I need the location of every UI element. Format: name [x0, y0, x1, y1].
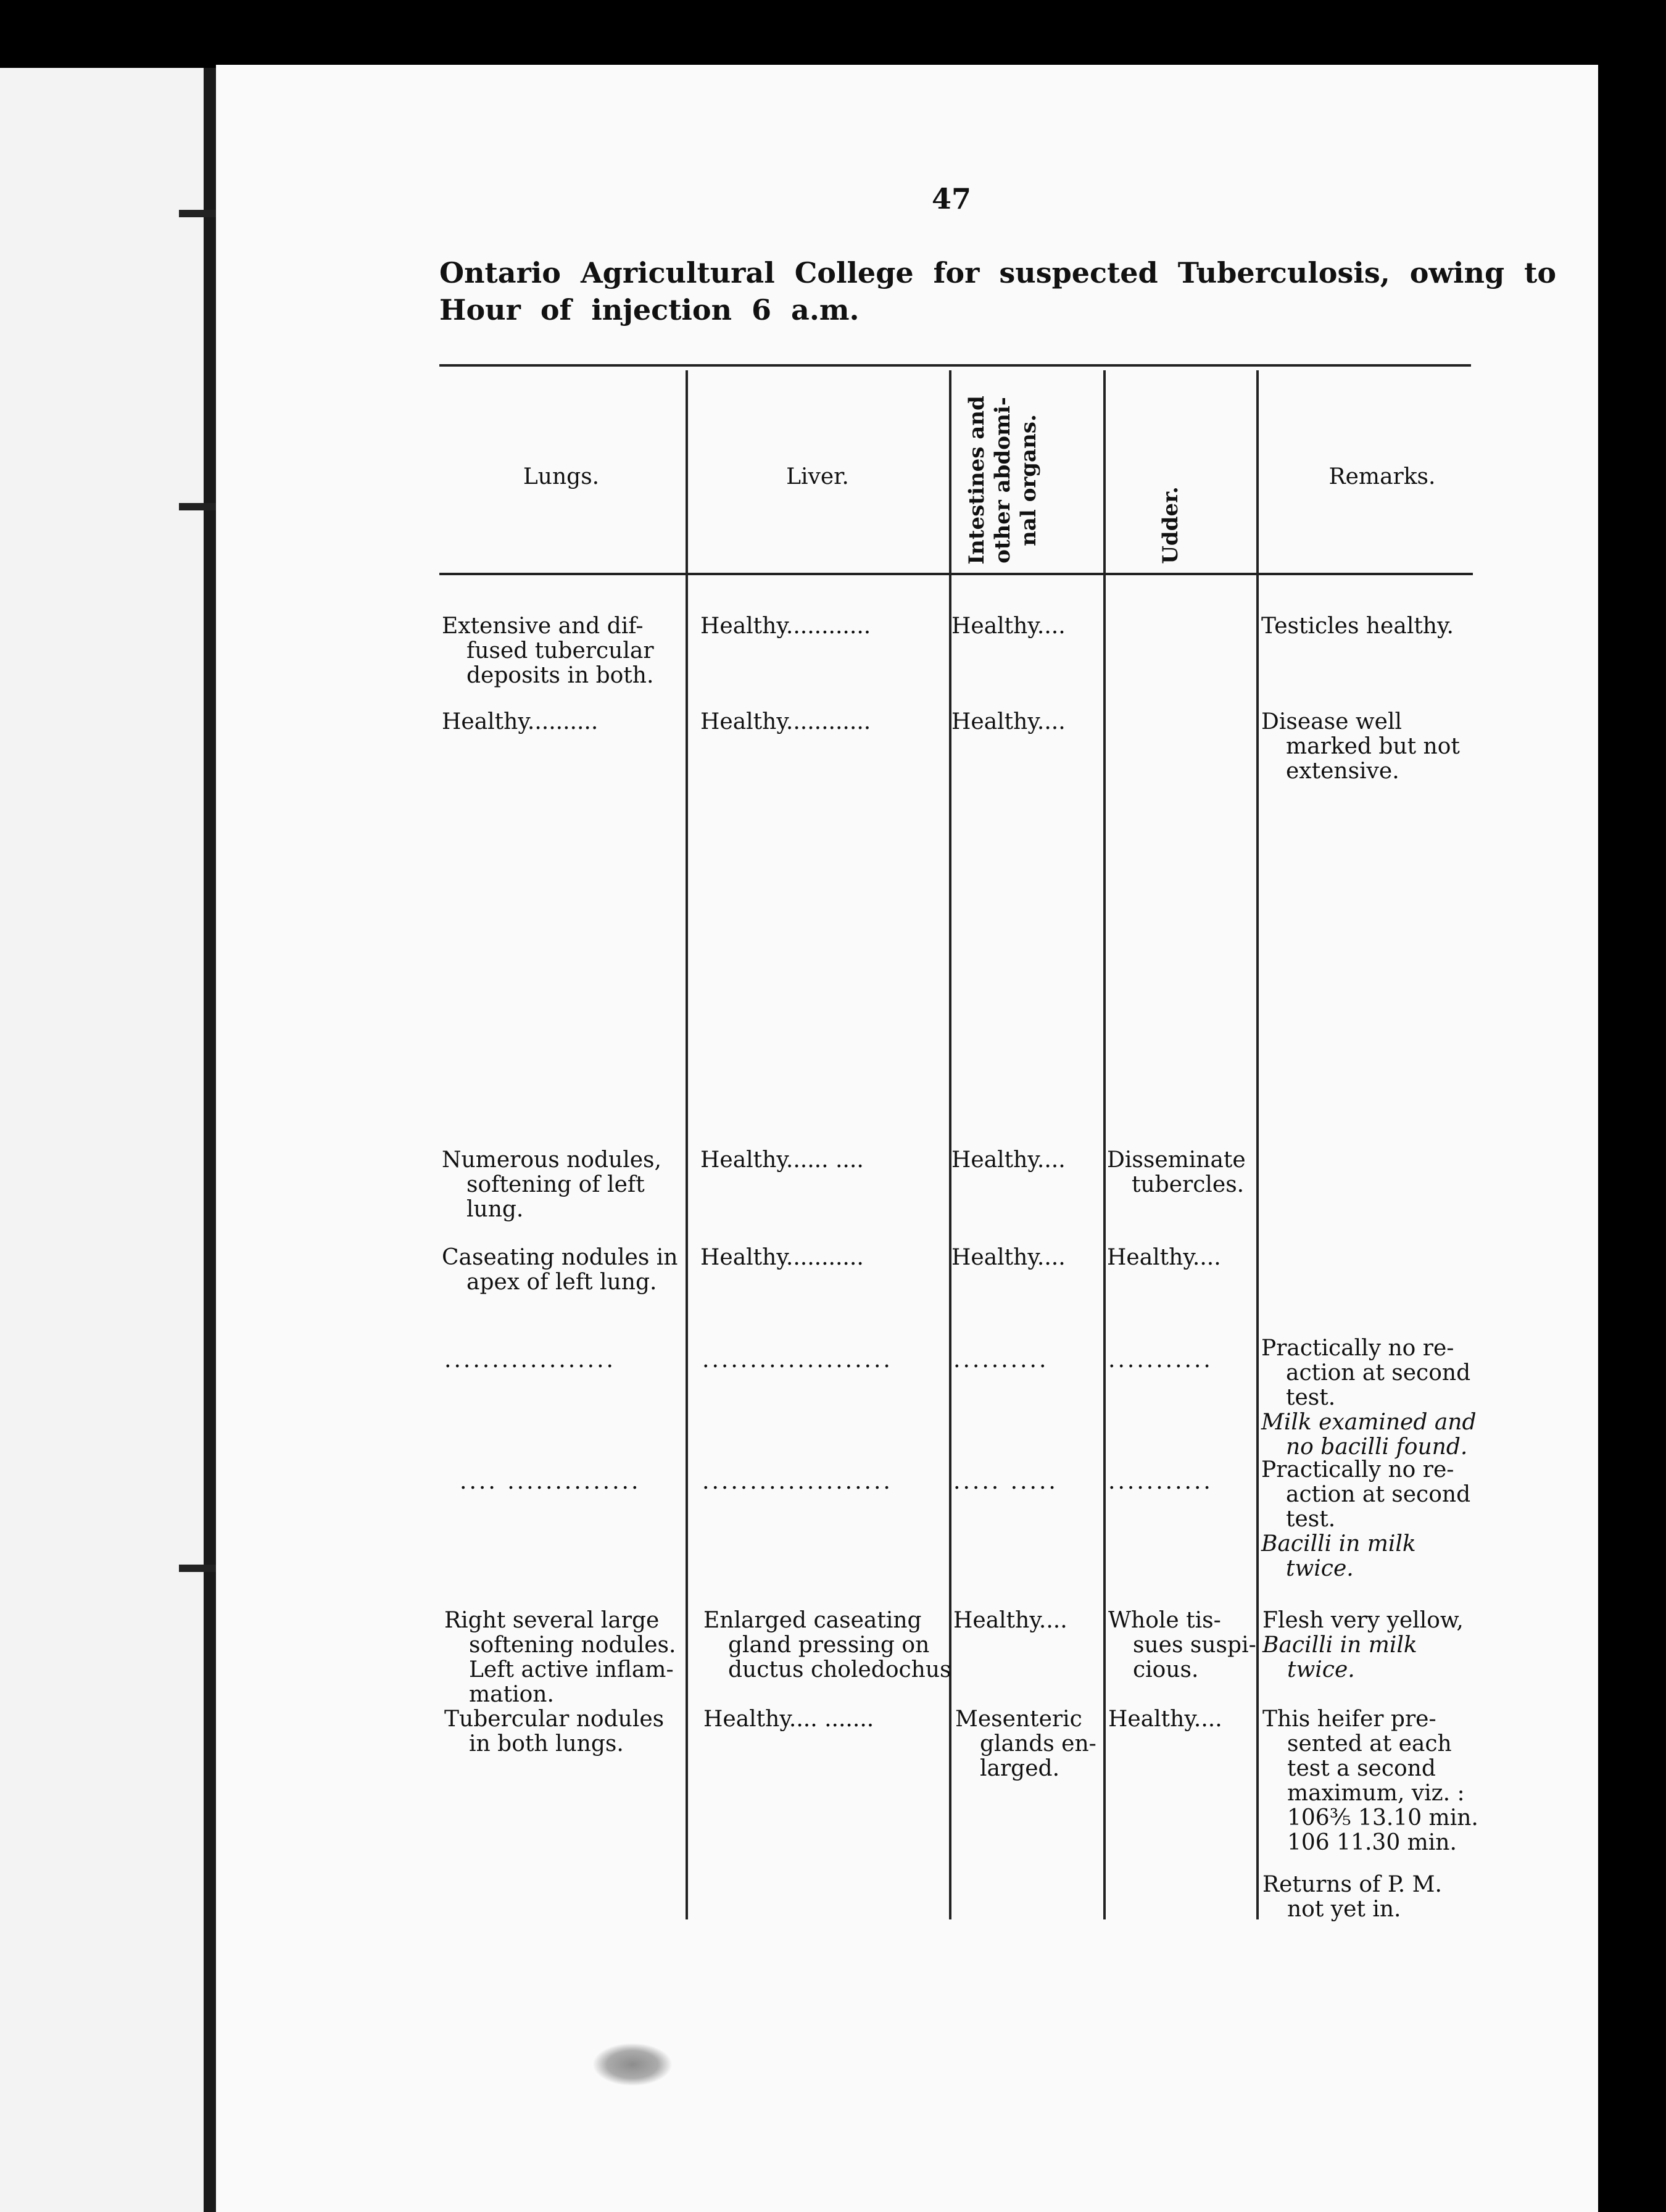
table-row-7-intestines: Healthy....	[953, 1608, 1067, 1633]
facing-page-edge	[0, 68, 204, 2212]
table-row-8-lungs: Tubercular nodules in both lungs.	[444, 1707, 665, 1757]
table-row-5-remarks: Practically no re- action at second test.	[1261, 1336, 1471, 1410]
table-row-7-remarks: Flesh very yellow,	[1262, 1608, 1464, 1633]
table-row-7-udder: Whole tis- sues suspi- cious.	[1108, 1608, 1256, 1682]
table-row-3-liver: Healthy...... ....	[700, 1147, 864, 1173]
table-row-8-udder: Healthy....	[1108, 1707, 1222, 1732]
column-header-udder: Udder.	[1158, 486, 1183, 564]
table-row-5-liver: ....................	[702, 1347, 893, 1373]
table-top-rule	[439, 364, 1471, 367]
table-row-8-remarks: This heifer pre- sented at each test a second maximum, viz. : 106⅗ 13.10 min. 106 11.30 min.	[1262, 1707, 1478, 1855]
table-row-8-intestines: Mesenteric glands en- larged.	[955, 1707, 1096, 1781]
table-row-2-liver: Healthy............	[700, 709, 871, 734]
table-row-6-remarks: Practically no re- action at second test.	[1261, 1457, 1471, 1532]
table-row-5-udder: ...........	[1108, 1347, 1213, 1373]
binding-staple-mark	[179, 1565, 216, 1572]
table-row-6-intestines: ..... .....	[953, 1469, 1058, 1494]
table-row-4-intestines: Healthy....	[951, 1245, 1066, 1270]
binding-gutter	[204, 68, 216, 2212]
table-row-7-remarks-note: Bacilli in milk twice.	[1262, 1632, 1417, 1682]
scan-border-right	[1598, 0, 1666, 2212]
table-row-7-liver: Enlarged caseating gland pressing on ductus choledochus	[703, 1608, 951, 1682]
column-divider	[949, 370, 951, 1919]
column-divider	[1103, 370, 1106, 1919]
table-row-3-udder: Disseminate tubercles.	[1107, 1147, 1246, 1197]
table-row-6-remarks-note: Bacilli in milk twice.	[1261, 1531, 1416, 1581]
table-row-5-intestines: ..........	[953, 1347, 1049, 1373]
table-row-1-lungs: Extensive and dif- fused tubercular deposits in both.	[442, 613, 654, 688]
page-number: 47	[932, 182, 972, 215]
table-row-1-liver: Healthy............	[700, 613, 871, 639]
column-header-liver: Liver.	[786, 464, 849, 489]
scan-border-top	[0, 0, 1666, 68]
column-divider	[1256, 370, 1259, 1919]
column-header-intestines: Intestines and other abdomi- nal organs.	[964, 396, 1041, 565]
binding-staple-mark	[179, 210, 216, 217]
table-row-4-udder: Healthy....	[1107, 1245, 1221, 1270]
table-row-8-remarks-extra: Returns of P. M. not yet in.	[1262, 1872, 1442, 1922]
table-row-3-intestines: Healthy....	[951, 1147, 1066, 1173]
title-line-1: Ontario Agricultural College for suspected Tuberculosis, owing to	[439, 256, 1557, 289]
table-row-5-remarks-note: Milk examined and no bacilli found.	[1261, 1410, 1477, 1460]
table-row-6-udder: ...........	[1108, 1469, 1213, 1494]
table-row-5-lungs: ..................	[444, 1347, 616, 1373]
table-row-1-intestines: Healthy....	[951, 613, 1066, 639]
table-row-4-liver: Healthy...........	[700, 1245, 864, 1270]
table-header-rule	[439, 573, 1473, 575]
table-row-2-lungs: Healthy..........	[442, 709, 599, 734]
binding-staple-mark	[179, 503, 216, 510]
table-row-7-lungs: Right several large softening nodules. Left active inflam- mation.	[444, 1608, 676, 1707]
table-row-2-intestines: Healthy....	[951, 709, 1066, 734]
title-line-2: Hour of injection 6 a.m.	[439, 293, 860, 326]
ink-smudge	[592, 2043, 673, 2086]
table-row-6-lungs: .... ..............	[460, 1469, 641, 1494]
column-header-lungs: Lungs.	[523, 464, 600, 489]
table-row-3-lungs: Numerous nodules, softening of left lung.	[442, 1147, 661, 1222]
table-row-4-lungs: Caseating nodules in apex of left lung.	[442, 1245, 678, 1295]
table-row-8-liver: Healthy.... .......	[703, 1707, 874, 1732]
table-row-2-remarks: Disease well marked but not extensive.	[1261, 709, 1460, 784]
column-header-remarks: Remarks.	[1328, 464, 1436, 489]
table-row-6-liver: ....................	[702, 1469, 893, 1494]
table-row-1-remarks: Testicles healthy.	[1261, 613, 1454, 639]
